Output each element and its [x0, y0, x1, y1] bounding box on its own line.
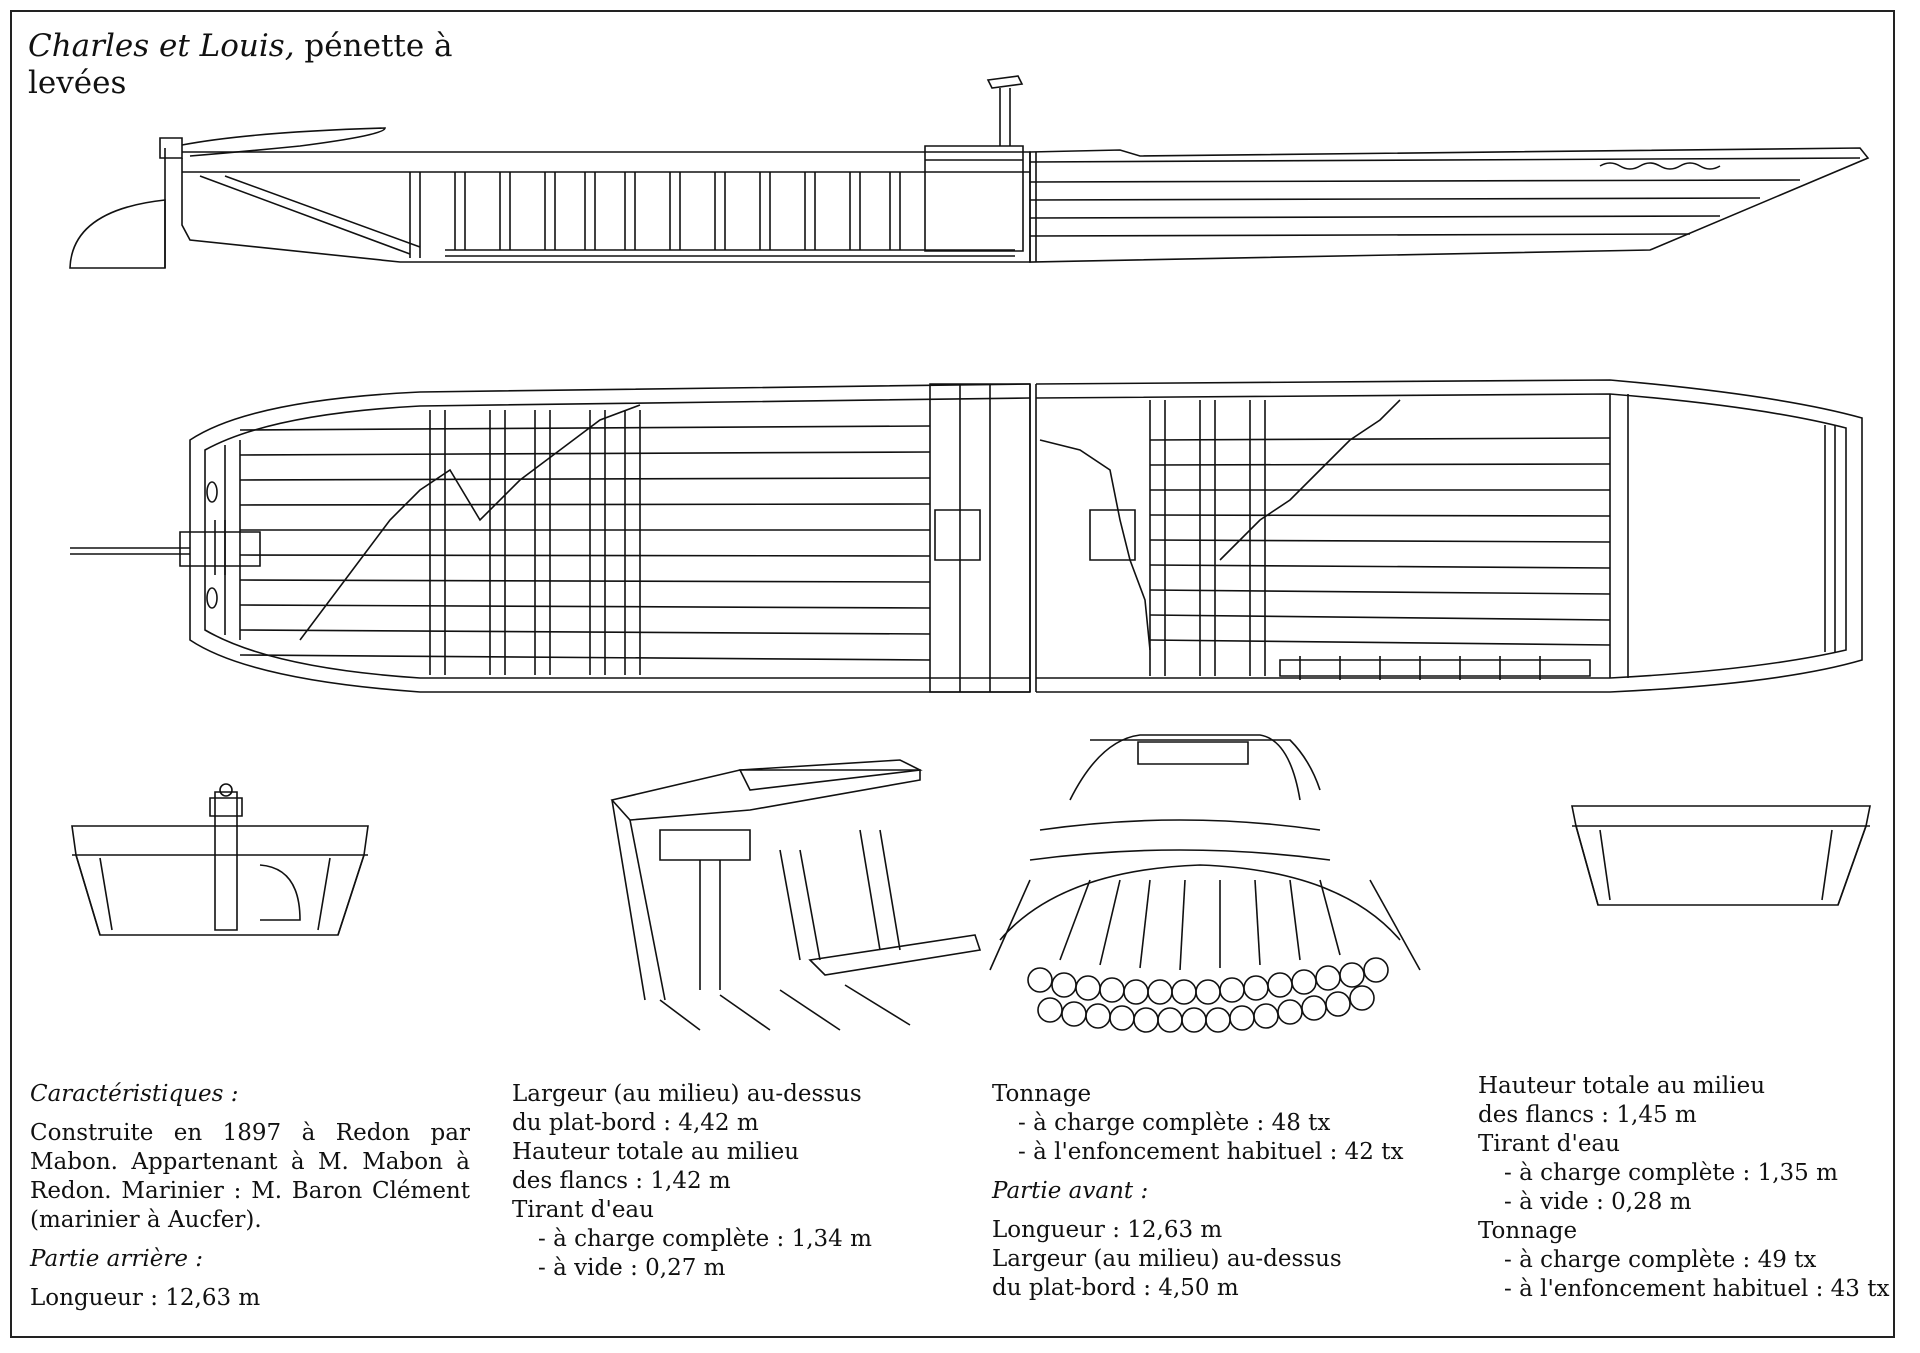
boat-name: Charles et Louis, — [28, 28, 295, 64]
column-characteristics — [30, 1080, 470, 1313]
boat-type-line2: levées — [28, 65, 127, 101]
stern-section-drawing — [72, 784, 368, 935]
aft-draft-full: - à charge complète : 1,34 m — [538, 1226, 872, 1252]
fore-length: Longueur : 12,63 m — [992, 1217, 1223, 1243]
side-elevation-drawing — [70, 76, 1868, 268]
aft-height-label: Hauteur totale au milieu — [512, 1139, 800, 1165]
fore-tonnage-full: - à charge complète : 49 tx — [1504, 1247, 1817, 1273]
fore-draft-empty: - à vide : 0,28 m — [1504, 1189, 1692, 1215]
plan-deck-planks-aft — [240, 426, 930, 660]
aft-draft-empty: - à vide : 0,27 m — [538, 1255, 726, 1281]
plan-deck-planks-fore — [1150, 438, 1610, 645]
fore-draft-label: Tirant d'eau — [1478, 1131, 1620, 1157]
fore-width-label: Largeur (au milieu) au-dessus — [992, 1246, 1342, 1272]
aft-length: Longueur : 12,63 m — [30, 1285, 261, 1311]
aft-tonnage-full: - à charge complète : 48 tx — [1018, 1110, 1331, 1136]
log-load-perspective-drawing — [990, 735, 1420, 1032]
column-tonnage-fore — [992, 1080, 1432, 1303]
fore-section-heading: Partie avant : — [992, 1178, 1149, 1204]
characteristics-heading: Caractéristiques : — [30, 1081, 239, 1107]
aft-width-value: du plat-bord : 4,42 m — [512, 1110, 759, 1136]
boat-type: pénette à — [304, 28, 453, 64]
aft-draft-label: Tirant d'eau — [512, 1197, 654, 1223]
aft-height-value: des flancs : 1,42 m — [512, 1168, 731, 1194]
construction-paragraph: Construite en 1897 à Redon par Mabon. Appartenant à M. Mabon à Redon. Marinier : M. Baron Clément (marinier à Aucfer). — [30, 1120, 470, 1233]
fore-tonnage-label: Tonnage — [1478, 1218, 1578, 1244]
fore-tonnage-usual: - à l'enfoncement habituel : 43 tx — [1504, 1276, 1890, 1302]
column-fore-dimensions — [1478, 1072, 1898, 1304]
fore-draft-full: - à charge complète : 1,35 m — [1504, 1160, 1838, 1186]
fore-width-value: du plat-bord : 4,50 m — [992, 1275, 1239, 1301]
aft-tonnage-label: Tonnage — [992, 1081, 1092, 1107]
bow-section-drawing — [1572, 806, 1870, 905]
aft-width-label: Largeur (au milieu) au-dessus — [512, 1081, 862, 1107]
side-frames — [455, 172, 900, 250]
aft-tonnage-usual: - à l'enfoncement habituel : 42 tx — [1018, 1139, 1404, 1165]
log-ends — [1028, 958, 1388, 1032]
aft-section-heading: Partie arrière : — [30, 1246, 204, 1272]
fore-height-value: des flancs : 1,45 m — [1478, 1102, 1697, 1128]
plan-view-drawing — [70, 380, 1862, 692]
fore-height-label: Hauteur totale au milieu — [1478, 1073, 1766, 1099]
interior-perspective-drawing — [612, 760, 980, 1030]
column-aft-dimensions — [512, 1080, 912, 1283]
